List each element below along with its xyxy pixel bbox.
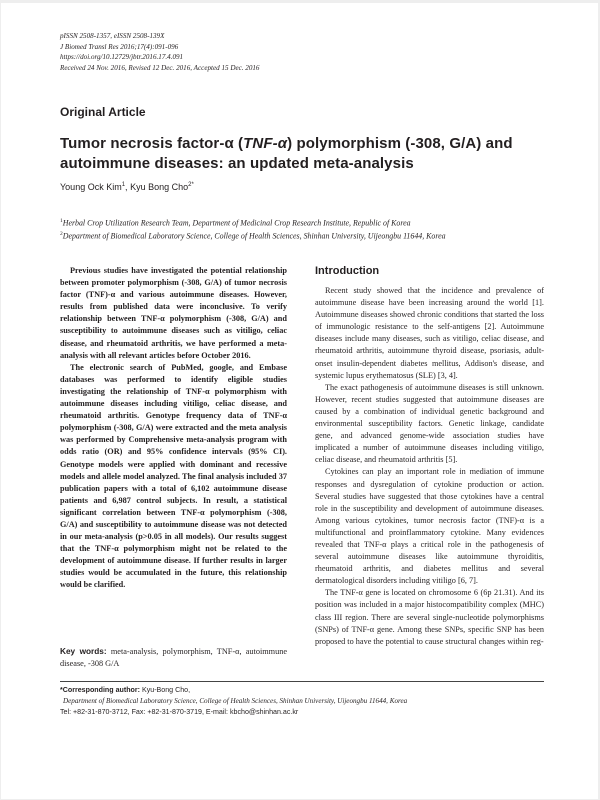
author-superscript: 2* xyxy=(188,182,194,188)
affiliation-number: 2 xyxy=(60,230,63,237)
affiliation-line xyxy=(60,229,560,242)
intro-paragraph: Cytokines can play an important role in mediation of immune responses and dysregulation of cytokine production or action. Several studies have suggested that those cytokines have a central role in the susceptibility and development of autoimmune diseases. Among various cytokines, tumor necrosis factor (TNF)-α is a multifunctional and proinflammatory cytokine. Many evidences revealed that TNF-α plays a critical role in the pathogenesis of several autoimmune diseases like autoimmune thyroiditis, rheumatoid arthritis, and diabetes mellitus and several dermatological disorders including vitiligo [6, 7]. xyxy=(315,467,544,586)
introduction-heading: Introduction xyxy=(315,265,380,277)
article-type: Original Article xyxy=(60,105,146,119)
abstract xyxy=(60,265,287,592)
title-part-1: Tumor necrosis factor-α ( xyxy=(60,135,244,152)
keywords-label: Key words: xyxy=(60,647,107,656)
title-italic-gene: TNF-α xyxy=(243,135,288,152)
issn-line: pISSN 2508-1357, eISSN 2508-139X xyxy=(60,32,165,40)
author-superscript: 1 xyxy=(121,182,126,188)
introduction-body xyxy=(315,285,544,648)
abstract-paragraph: Previous studies have investigated the potential relationship between promoter polymorphism (-308, G/A) of tumor necrosis factor (TNF)-α and various autoimmune diseases. However, results from published data were inconclusive. To verify relationship between TNF-α polymorphism (-308, G/A) and susceptibility to autoimmune diseases such as vitiligo, celiac disease, and rheumatoid arthritis, we have performed a meta-analysis with all relevant articles before October 2016. xyxy=(60,266,287,360)
abstract-paragraph: The electronic search of PubMed, google, and Embase databases was performed to identify eligible studies investigating the relationship of TNF-α polymorphism with autoimmune diseases including vitiligo, celiac disease, and rheumatoid arthritis. Genotype frequency data of TNF-α polymorphism (-308, G/A) were extracted and the meta analysis was performed by Comprehensive meta-analysis program with odds ratio (OR) and 95% confidence intervals (95% CI). Genotype models were applied with dominant and recessive models and allele model analyzed. The final analysis included 37 publication papers with a total of 6,102 autoimmune disease patients and 6,987 control subjects. In result, a statistical significant correlation between TNF-α polymorphism (-308, G/A) and susceptibility to autoimmune disease was not detected in our meta-analysis (p>0.05 in all models). Our results suggest that the TNF-α polymorphism might not be related to the development of autoimmune disease. If further results in larger studies would be accumulated in the future, this relationship would be clarified. xyxy=(60,362,287,590)
affiliation-number: 1 xyxy=(60,218,63,224)
corresponding-author-footnote xyxy=(60,685,544,719)
intro-paragraph: Recent study showed that the incidence and prevalence of autoimmune disease have been increasing around the world [1]. Autoimmune diseases showed chronic conditions that started the loss of immunologic resistance to the self-antigens [2]. Autoimmune diseases include many diseases, such as vitiligo, celiac disease, and rheumatoid arthritis, autoimmune thyroid disease, psoriasis, adult-onset insulin-dependent diabetes mellitus, Addison's disease, and systemic lupus erythematosus (SLE) [3, 4]. xyxy=(315,286,544,380)
affiliation-text: Department of Biomedical Laboratory Science, College of Health Sciences, Shinhan University, Uijeongbu 11644, Korea xyxy=(62,231,446,241)
author-name: Young Ock Kim xyxy=(60,182,122,192)
footnote-divider xyxy=(60,681,544,682)
keywords xyxy=(60,646,287,670)
corresponding-name: Kyu-Bong Cho, xyxy=(140,686,191,694)
journal-header xyxy=(60,31,259,73)
article-page xyxy=(1,3,598,799)
received-dates: Received 24 Nov. 2016, Revised 12 Dec. 2016, Accepted 15 Dec. 2016 xyxy=(60,63,260,72)
corresponding-department: Department of Biomedical Laboratory Science, College of Health Sciences, Shinhan University, Uijeongbu 11644, Korea xyxy=(63,697,408,706)
affiliations xyxy=(60,216,560,241)
intro-paragraph: The exact pathogenesis of autoimmune diseases is still unknown. However, recent studies suggested that autoimmune diseases are caused by a combination of individual genetic background and environmental susceptibility factors. Genetic linkage, candidate gene, and advanced genome-wide association studies have implicated a number of autoimmune diseases including vitiligo, celiac disease, and rheumatoid arthritis [5]. xyxy=(315,382,544,465)
affiliation-line xyxy=(60,216,560,229)
author-list xyxy=(60,182,194,192)
author-separator: , xyxy=(125,182,131,192)
article-title xyxy=(60,134,555,174)
title-part-2: ) polymorphism (-308, G/A) and autoimmune diseases: an updated meta-analysis xyxy=(60,135,513,172)
corresponding-label: *Corresponding author: xyxy=(60,686,140,694)
doi-link[interactable]: https://doi.org/10.12729/jbtr.2016.17.4.091 xyxy=(60,53,184,61)
citation-line: J Biomed Transl Res 2016;17(4):091-096 xyxy=(60,42,179,51)
affiliation-text: Herbal Crop Utilization Research Team, Department of Medicinal Crop Research Institute, Republic of Korea xyxy=(62,218,411,228)
intro-paragraph: The TNF-α gene is located on chromosome 6 (6p 21.31). And its position was included in a major histocompatibility complex (MHC) class III region. There are several single-nucleotide polymorphisms (SNPs) of TNF-α gene. Among these SNPs, specific SNP has been proposed to have the potential to cause structural changes within reg- xyxy=(315,588,544,646)
author-name: Kyu Bong Cho xyxy=(130,182,189,192)
corresponding-contact[interactable]: Tel: +82-31-870-3712, Fax: +82-31-870-3719, E-mail: kbcho@shinhan.ac.kr xyxy=(60,708,299,717)
keywords-text: meta-analysis, polymorphism, TNF-α, autoimmune disease, -308 G/A xyxy=(60,647,287,669)
